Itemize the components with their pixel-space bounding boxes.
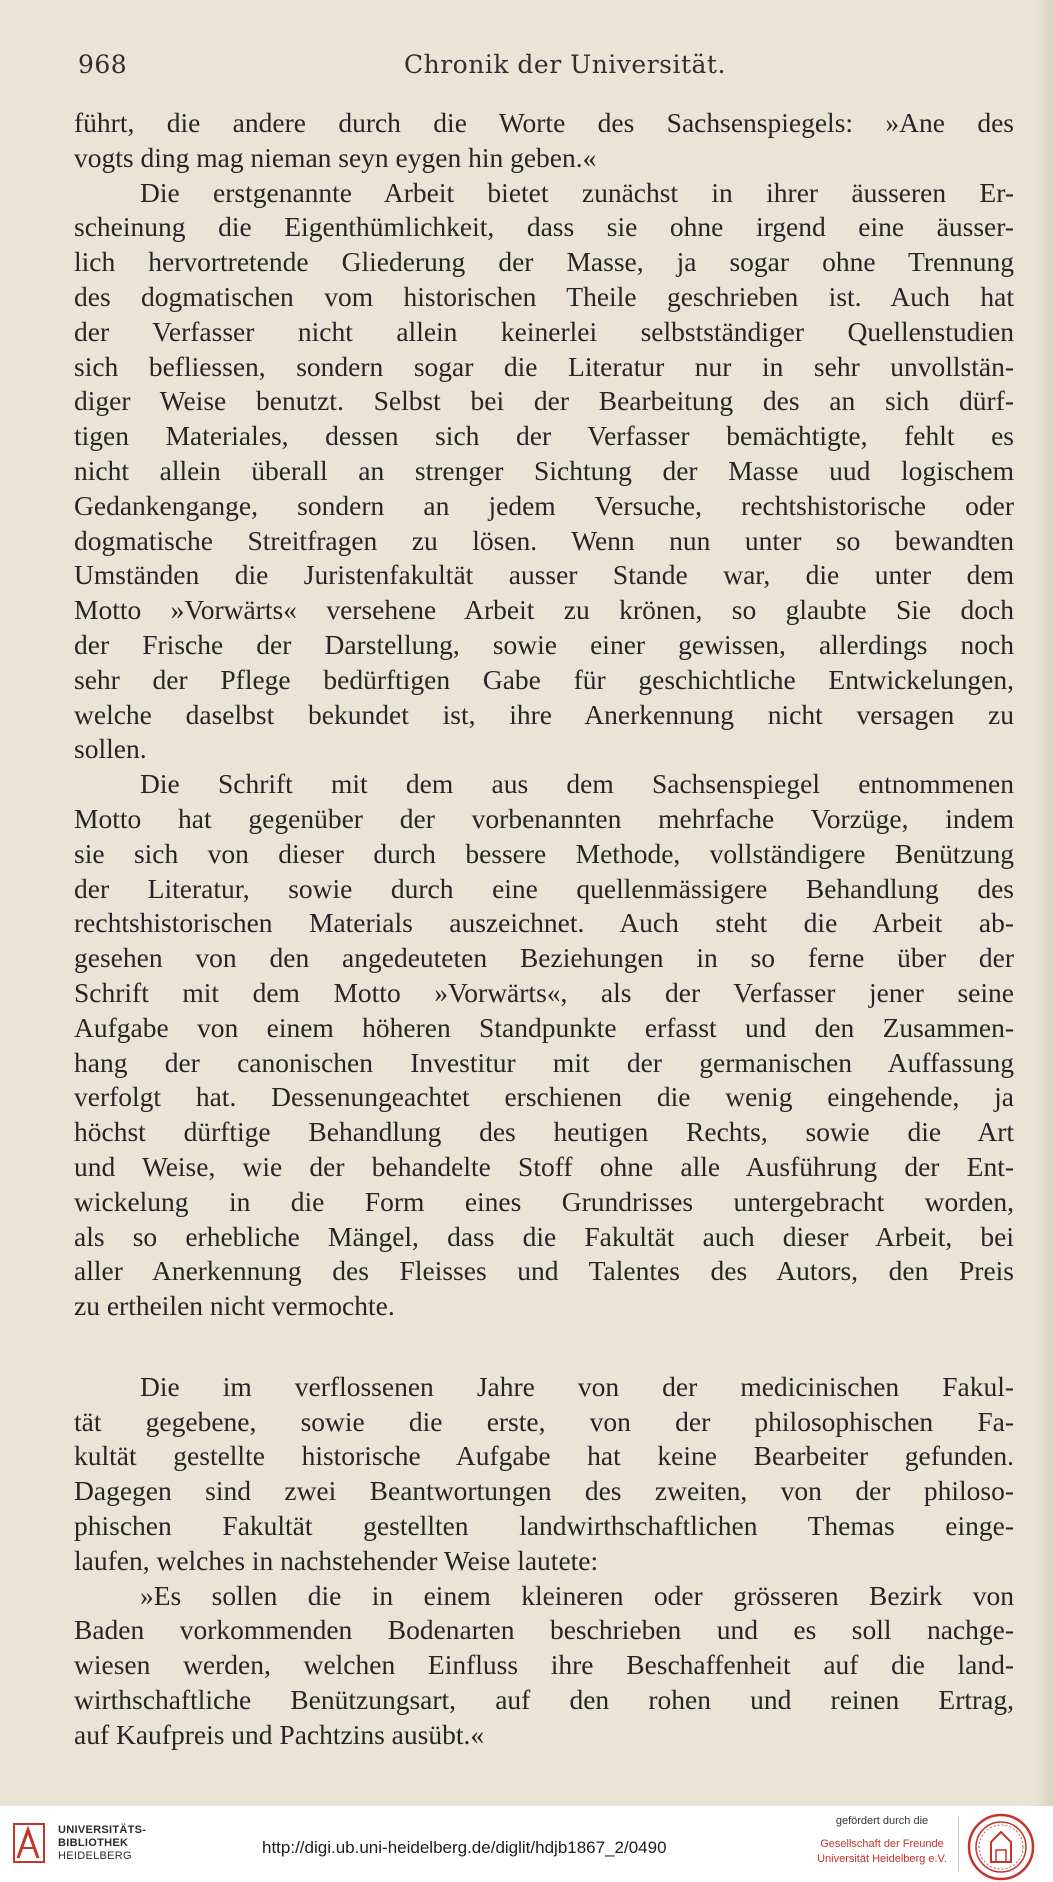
text-line: rechtshistorischen Materials auszeichnet. Auch steht die Arbeit ab-	[74, 907, 1014, 939]
text-line: wirthschaftliche Benützungsart, auf den rohen und reinen Ertrag,	[74, 1684, 1014, 1716]
section-gap	[74, 1324, 1014, 1370]
text-line: Aufgabe von einem höheren Standpunkte erfasst und den Zusammen-	[74, 1011, 1014, 1043]
library-name	[58, 1824, 146, 1863]
text-line: Gedankengange, sondern an jedem Versuche, rechtshistorische oder	[74, 489, 1014, 521]
library-logo-icon	[12, 1820, 48, 1866]
text-line: sich befliessen, sondern sogar die Literatur nur in sehr unvollstän-	[74, 350, 1014, 382]
text-line: Die Schrift mit dem aus dem Sachsenspiegel entnommenen	[140, 768, 1014, 800]
text-line: gesehen von den angedeuteten Beziehungen in so ferne über der	[74, 942, 1014, 974]
text-line: als so erhebliche Mängel, dass die Fakultät auch dieser Arbeit, bei	[74, 1220, 1014, 1252]
text-line: lich hervortretende Gliederung der Masse, ja sogar ohne Trennung	[74, 246, 1014, 278]
text-line: Umständen die Juristenfakultät ausser Stande war, die unter dem	[74, 559, 1014, 591]
text-line: der Literatur, sowie durch eine quellenmässigere Behandlung des	[74, 872, 1014, 904]
text-line: Motto »Vorwärts« versehene Arbeit zu krönen, so glaubte Sie doch	[74, 594, 1014, 626]
sponsor-org	[812, 1837, 952, 1867]
text-line: höchst dürftige Behandlung des heutigen Rechts, sowie die Art	[74, 1116, 1014, 1148]
text-line: und Weise, wie der behandelte Stoff ohne alle Ausführung der Ent-	[74, 1150, 1014, 1182]
text-line: verfolgt hat. Dessenungeachtet erschienen die wenig eingehende, ja	[74, 1081, 1014, 1113]
text-line: hang der canonischen Investitur mit der germanischen Auffassung	[74, 1046, 1014, 1078]
text-line: »Es sollen die in einem kleineren oder grösseren Bezirk von	[140, 1579, 1014, 1611]
page-header	[78, 50, 1018, 90]
text-line: der Verfasser nicht allein keinerlei selbstständiger Quellenstudien	[74, 315, 1014, 347]
text-line: Baden vorkommenden Bodenarten beschrieben und es soll nachge-	[74, 1614, 1014, 1646]
footer-divider	[958, 1816, 959, 1872]
permalink-url[interactable]: http://digi.ub.uni-heidelberg.de/diglit/hdjb1867_2/0490	[262, 1838, 667, 1857]
text-line: scheinung die Eigenthümlichkeit, dass sie ohne irgend eine äusser-	[74, 211, 1014, 243]
text-line: zu ertheilen nicht vermochte.	[74, 1290, 395, 1322]
paragraph	[74, 1370, 1014, 1579]
text-line: tät gegebene, sowie die erste, von der philosophischen Fa-	[74, 1405, 1014, 1437]
text-line: kultät gestellte historische Aufgabe hat keine Bearbeiter gefunden.	[74, 1440, 1014, 1472]
paragraph	[74, 106, 1014, 176]
paragraph	[74, 1579, 1014, 1753]
sponsor-org-line-2: Universität Heidelberg e.V.	[817, 1853, 947, 1865]
text-line: welche daselbst bekundet ist, ihre Anerkennung nicht versagen zu	[74, 698, 1014, 730]
library-line-3: HEIDELBERG	[58, 1850, 132, 1862]
text-line: vogts ding mag nieman seyn eygen hin geben.«	[74, 141, 597, 173]
text-line: Dagegen sind zwei Beantwortungen des zweiten, von der philoso-	[74, 1475, 1014, 1507]
text-line: diger Weise benutzt. Selbst bei der Bearbeitung des an sich dürf-	[74, 385, 1014, 417]
text-line: sie sich von dieser durch bessere Methode, vollständigere Benützung	[74, 837, 1014, 869]
library-line-1: UNIVERSITÄTS-	[58, 1824, 147, 1836]
paragraph	[74, 176, 1014, 768]
sponsor-block	[812, 1814, 952, 1867]
library-line-2: BIBLIOTHEK	[58, 1837, 129, 1849]
footer-bar	[0, 1806, 1053, 1882]
text-line: führt, die andere durch die Worte des Sachsenspiegels: »Ane des	[74, 107, 1014, 138]
paragraph	[74, 767, 1014, 1324]
sponsor-intro: gefördert durch die	[835, 1815, 929, 1827]
text-line: auf Kaufpreis und Pachtzins ausübt.«	[74, 1718, 485, 1750]
text-line: Die erstgenannte Arbeit bietet zunächst in ihrer äusseren Er-	[140, 176, 1014, 208]
running-title: Chronik der Universität.	[404, 50, 726, 79]
text-line: Die im verflossenen Jahre von der medicinischen Fakul-	[140, 1370, 1014, 1402]
text-line: laufen, welches in nachstehender Weise lautete:	[74, 1544, 599, 1576]
text-line: wiesen werden, welchen Einfluss ihre Beschaffenheit auf die land-	[74, 1649, 1014, 1681]
page-edge-shadow	[1035, 0, 1053, 1806]
text-line: wickelung in die Form eines Grundrisses untergebracht worden,	[74, 1185, 1014, 1217]
text-line: der Frische der Darstellung, sowie einer gewissen, allerdings noch	[74, 628, 1014, 660]
text-line: Motto hat gegenüber der vorbenannten mehrfache Vorzüge, indem	[74, 802, 1014, 834]
body-text	[74, 106, 1014, 1753]
page-number: 968	[78, 50, 128, 79]
text-line: Schrift mit dem Motto »Vorwärts«, als der Verfasser jener seine	[74, 976, 1014, 1008]
text-line: dogmatische Streitfragen zu lösen. Wenn nun unter so bewandten	[74, 524, 1014, 556]
text-line: phischen Fakultät gestellten landwirthschaftlichen Themas einge-	[74, 1510, 1014, 1542]
text-line: aller Anerkennung des Fleisses und Talentes des Autors, den Preis	[74, 1255, 1014, 1287]
text-line: des dogmatischen vom historischen Theile geschrieben ist. Auch hat	[74, 280, 1014, 312]
university-seal-icon	[966, 1812, 1036, 1882]
text-line: tigen Materiales, dessen sich der Verfasser bemächtigte, fehlt es	[74, 420, 1014, 452]
sponsor-org-line-1: Gesellschaft der Freunde	[820, 1838, 944, 1850]
text-line: sollen.	[74, 733, 147, 765]
text-line: sehr der Pflege bedürftigen Gabe für geschichtliche Entwickelungen,	[74, 663, 1014, 695]
text-line: nicht allein überall an strenger Sichtung der Masse uud logischem	[74, 454, 1014, 486]
